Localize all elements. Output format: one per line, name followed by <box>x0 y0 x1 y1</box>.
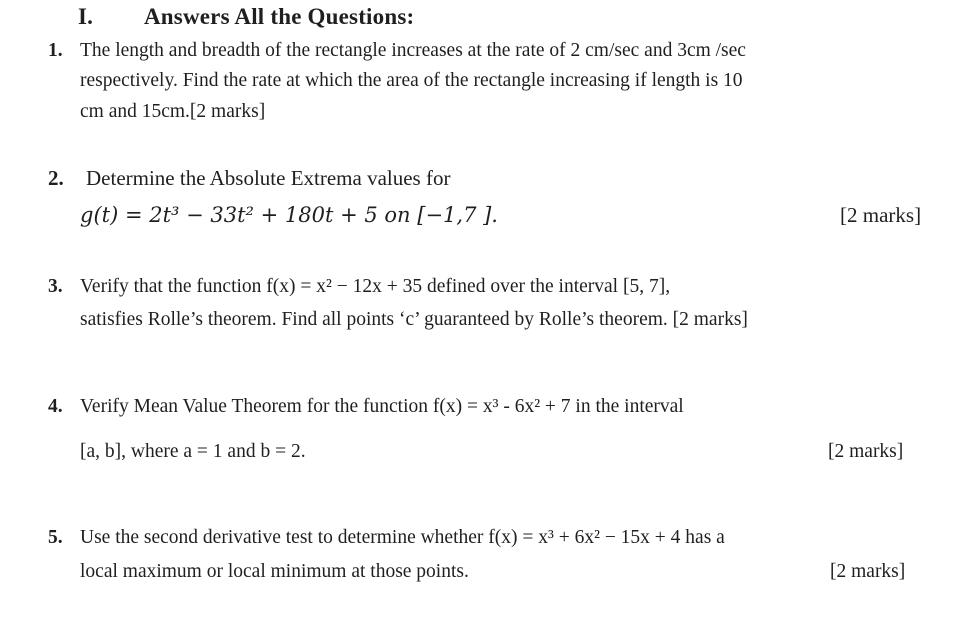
question-number: 3. <box>48 276 63 297</box>
question-text-line: [a, b], where a = 1 and b = 2. <box>80 441 306 462</box>
marks-label: [2 marks] <box>830 561 906 582</box>
question-number: 1. <box>48 40 63 61</box>
question-text-line: Verify Mean Value Theorem for the function f(x) = x³ - 6x² + 7 in the interval <box>80 396 684 417</box>
question-text-line: Determine the Absolute Extrema values for <box>86 166 451 190</box>
section-title: Answers All the Questions: <box>144 4 415 29</box>
marks-label: [2 marks] <box>828 441 904 462</box>
question-number: 5. <box>48 527 63 548</box>
question-text-line: local maximum or local minimum at those points. <box>80 561 469 582</box>
section-number: I. <box>78 4 94 29</box>
question-text-line: The length and breadth of the rectangle increases at the rate of 2 cm/sec and 3cm /sec <box>80 40 746 61</box>
question-text-line: cm and 15cm.[2 marks] <box>80 101 266 122</box>
question-number: 4. <box>48 396 63 417</box>
equation: g(t) = 2t³ − 33t² + 180t + 5 on [−1,7 ]. <box>80 203 498 227</box>
question-text-line: Use the second derivative test to determine whether f(x) = x³ + 6x² − 15x + 4 has a <box>80 527 725 548</box>
question-text-line: respectively. Find the rate at which the area of the rectangle increasing if length is 10 <box>80 70 743 91</box>
question-text-line: Verify that the function f(x) = x² − 12x + 35 defined over the interval [5, 7], <box>80 276 671 297</box>
question-number: 2. <box>48 166 64 190</box>
marks-label: [2 marks] <box>840 203 922 227</box>
section-heading <box>78 4 414 30</box>
question-text-line: satisfies Rolle’s theorem. Find all points ‘c’ guaranteed by Rolle’s theorem. [2 marks] <box>80 309 748 330</box>
